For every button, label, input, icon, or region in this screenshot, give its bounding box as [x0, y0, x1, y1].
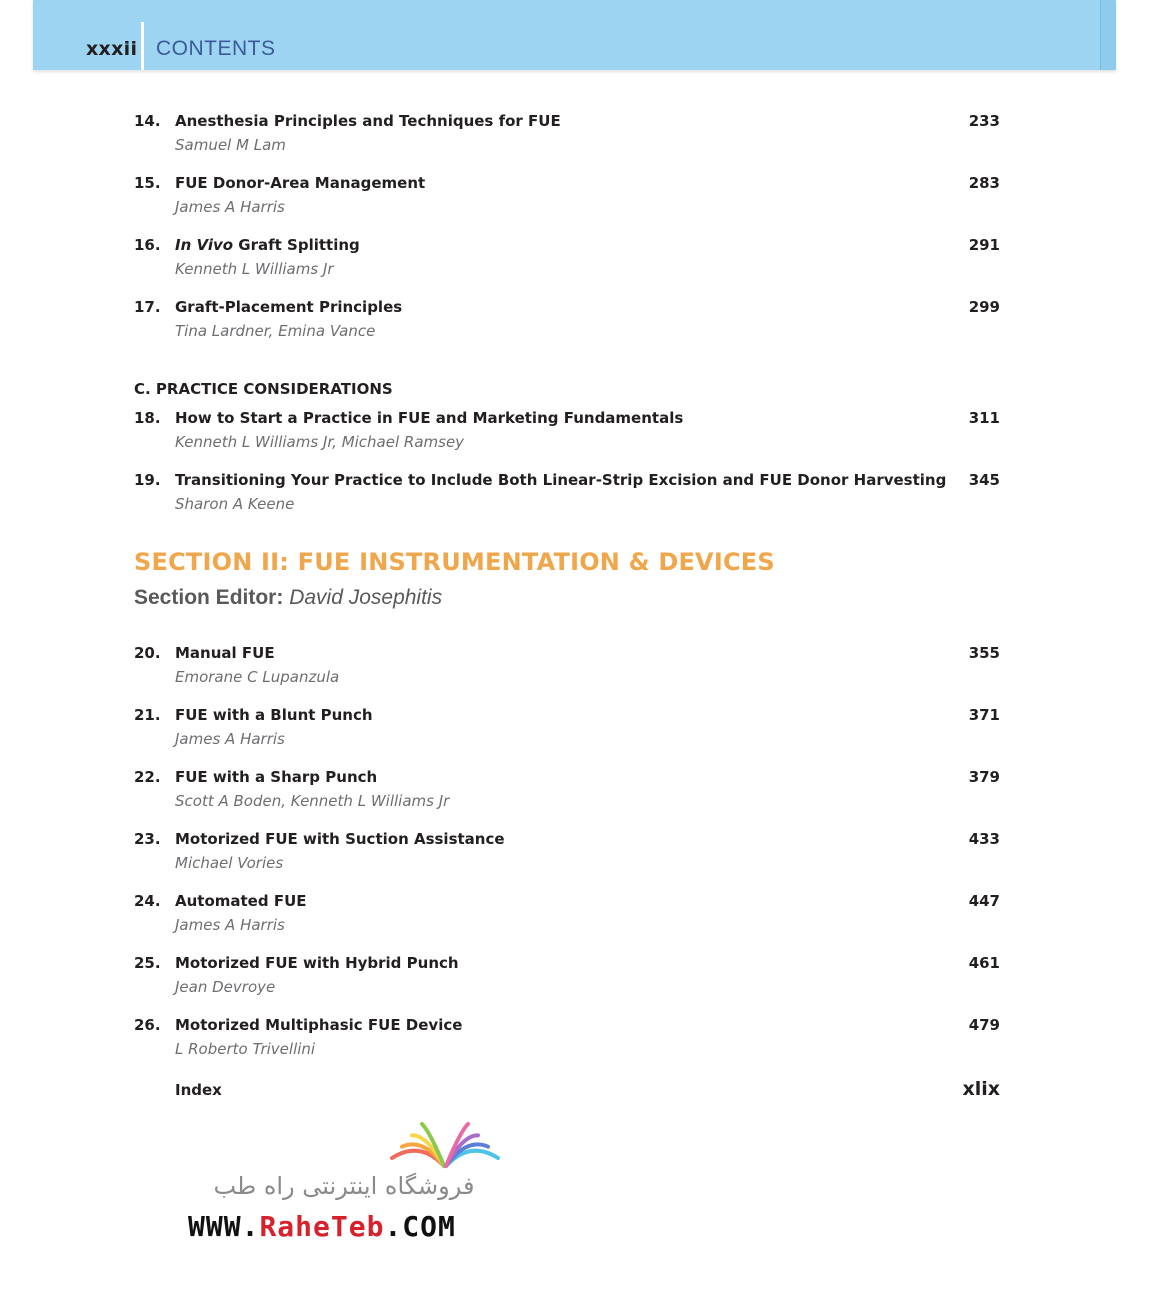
- watermark-url: [188, 1210, 456, 1243]
- chapter-title-rest: Graft Splitting: [233, 236, 360, 254]
- chapter-page: 283: [968, 174, 1000, 192]
- chapter-author: Kenneth L Williams Jr, Michael Ramsey: [175, 433, 465, 451]
- chapter-page: 291: [968, 236, 1000, 254]
- index-page: xlix: [962, 1078, 1000, 1100]
- chapter-number: 26.: [134, 1016, 161, 1034]
- chapter-title: Manual FUE: [175, 644, 275, 662]
- page-number: xxxii: [86, 38, 138, 60]
- index-title: Index: [175, 1081, 222, 1099]
- chapter-author: Samuel M Lam: [175, 136, 286, 154]
- watermark-url-prefix: WWW.: [188, 1210, 260, 1243]
- chapter-title: How to Start a Practice in FUE and Marketing Fundamentals: [175, 409, 684, 427]
- chapter-page: 311: [968, 409, 1000, 427]
- section-editor: [134, 586, 442, 610]
- header-divider: [141, 22, 144, 70]
- chapter-title: Motorized Multiphasic FUE Device: [175, 1016, 463, 1034]
- chapter-number: 14.: [134, 112, 161, 130]
- chapter-title-italic: In Vivo: [175, 236, 234, 254]
- book-fan-stroke: [422, 1124, 444, 1166]
- chapter-title: Motorized FUE with Suction Assistance: [175, 830, 505, 848]
- book-fan-stroke: [446, 1124, 468, 1166]
- chapter-number: 20.: [134, 644, 161, 662]
- chapter-number: 22.: [134, 768, 161, 786]
- chapter-number: 16.: [134, 236, 161, 254]
- chapter-page: 447: [968, 892, 1000, 910]
- chapter-page: 299: [968, 298, 1000, 316]
- chapter-number: 21.: [134, 706, 161, 724]
- chapter-author: Scott A Boden, Kenneth L Williams Jr: [175, 792, 450, 810]
- chapter-title: Motorized FUE with Hybrid Punch: [175, 954, 459, 972]
- chapter-page: 233: [968, 112, 1000, 130]
- chapter-title: FUE with a Sharp Punch: [175, 768, 378, 786]
- section-editor-name: David Josephitis: [289, 586, 443, 609]
- chapter-number: 17.: [134, 298, 161, 316]
- watermark-url-brand: RaheTeb: [259, 1210, 385, 1243]
- chapter-number: 15.: [134, 174, 161, 192]
- watermark-store-name: فروشگاه اینترنتی راه طب: [213, 1172, 475, 1200]
- chapter-page: 355: [968, 644, 1000, 662]
- chapter-author: Kenneth L Williams Jr: [175, 260, 334, 278]
- chapter-author: L Roberto Trivellini: [175, 1040, 316, 1058]
- chapter-number: 19.: [134, 471, 161, 489]
- chapter-author: James A Harris: [175, 198, 285, 216]
- chapter-number: 23.: [134, 830, 161, 848]
- watermark: [180, 1118, 510, 1248]
- chapter-page: 479: [968, 1016, 1000, 1034]
- chapter-number: 24.: [134, 892, 161, 910]
- chapter-title: Automated FUE: [175, 892, 307, 910]
- page-title: CONTENTS: [156, 37, 276, 60]
- watermark-url-suffix: .COM: [384, 1210, 456, 1243]
- chapter-title: Graft-Placement Principles: [175, 298, 403, 316]
- chapter-page: 461: [968, 954, 1000, 972]
- chapter-author: Michael Vories: [175, 854, 284, 872]
- chapter-title: Transitioning Your Practice to Include Both Linear-Strip Excision and FUE Donor Harvesting: [175, 471, 947, 489]
- chapter-page: 345: [968, 471, 1000, 489]
- chapter-author: Sharon A Keene: [175, 495, 295, 513]
- chapter-page: 379: [968, 768, 1000, 786]
- chapter-title: FUE with a Blunt Punch: [175, 706, 373, 724]
- chapter-author: James A Harris: [175, 730, 285, 748]
- chapter-author: Emorane C Lupanzula: [175, 668, 340, 686]
- chapter-title: [175, 236, 360, 254]
- section-heading: SECTION II: FUE INSTRUMENTATION & DEVICES: [134, 548, 775, 576]
- open-book-logo-icon: [390, 1118, 500, 1174]
- subsection-heading: C. PRACTICE CONSIDERATIONS: [134, 380, 393, 398]
- chapter-number: 25.: [134, 954, 161, 972]
- chapter-number: 18.: [134, 409, 161, 427]
- chapter-author: James A Harris: [175, 916, 285, 934]
- chapter-author: Tina Lardner, Emina Vance: [175, 322, 376, 340]
- header-band-edge: [1100, 0, 1116, 70]
- chapter-title: Anesthesia Principles and Techniques for FUE: [175, 112, 561, 130]
- chapter-title: FUE Donor-Area Management: [175, 174, 426, 192]
- section-editor-label: Section Editor:: [134, 586, 284, 609]
- chapter-page: 433: [968, 830, 1000, 848]
- chapter-page: 371: [968, 706, 1000, 724]
- chapter-author: Jean Devroye: [175, 978, 276, 996]
